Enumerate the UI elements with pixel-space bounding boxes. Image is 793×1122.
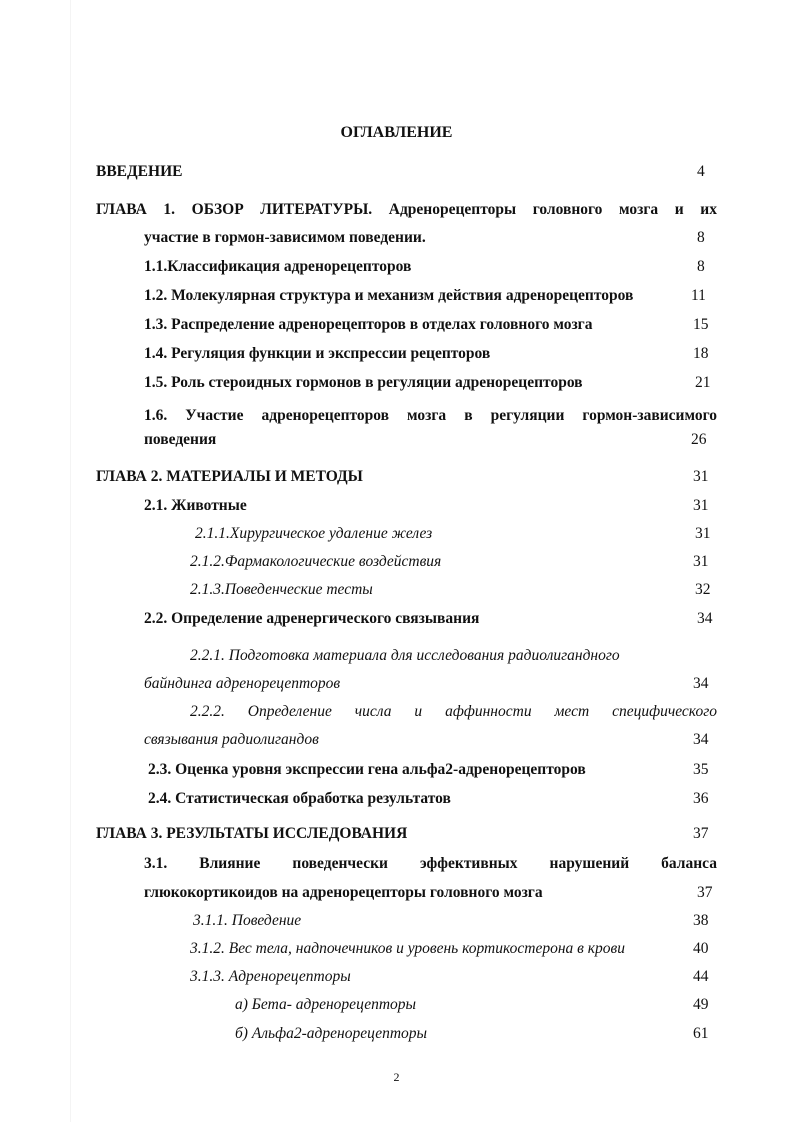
toc-page-2-2-1: 34: [693, 675, 709, 692]
toc-page-3-1-1: 38: [693, 912, 709, 929]
toc-page-1-3: 15: [693, 316, 709, 333]
toc-entry-3-1-line2: глюкокортикоидов на адренорецепторы головного мозга: [144, 884, 543, 901]
toc-entry-2-2-2-line1: 2.2.2. Определение числа и аффинности мест специфического: [190, 703, 717, 720]
toc-entry-intro: ВВЕДЕНИЕ: [96, 163, 183, 180]
toc-page-2-4: 36: [693, 790, 709, 807]
toc-page-1-4: 18: [693, 345, 709, 362]
page-edge-shadow: [70, 0, 71, 1122]
toc-entry-2-2-1-line2: байндинга адренорецепторов: [144, 675, 341, 692]
toc-entry-2-4: 2.4. Статистическая обработка результатов: [148, 790, 451, 807]
toc-page-1-1: 8: [697, 258, 705, 275]
toc-entry-ch1-line1: ГЛАВА 1. ОБЗОР ЛИТЕРАТУРЫ. Адренорецепторы головного мозга и их: [96, 201, 717, 218]
toc-entry-2-3: 2.3. Оценка уровня экспрессии гена альфа2-адренорецепторов: [148, 761, 586, 778]
toc-page-1-2: 11: [691, 287, 706, 304]
toc-entry-ch2: ГЛАВА 2. МАТЕРИАЛЫ И МЕТОДЫ: [96, 468, 363, 485]
toc-page-3-1-3: 44: [693, 968, 709, 985]
toc-page-ch2: 31: [693, 468, 709, 485]
toc-page-3-1-2: 40: [693, 940, 709, 957]
toc-page-2-1-2: 31: [693, 553, 709, 570]
toc-entry-3-1-2: 3.1.2. Вес тела, надпочечников и уровень кортикостерона в крови: [190, 940, 626, 957]
toc-page-intro: 4: [697, 163, 705, 180]
toc-entry-1-4: 1.4. Регуляция функции и экспрессии рецепторов: [144, 345, 491, 362]
toc-page-3-1-3-b: 61: [693, 1025, 709, 1042]
toc-entry-3-1-3-b: б) Альфа2-адренорецепторы: [235, 1025, 428, 1042]
toc-page-1-5: 21: [695, 374, 711, 391]
toc-entry-2-2-2-line2: связывания радиолигандов: [144, 731, 319, 748]
toc-page-2-1-1: 31: [695, 525, 711, 542]
toc-page-ch3: 37: [693, 825, 709, 842]
toc-entry-2-1-2: 2.1.2.Фармакологические воздействия: [190, 553, 442, 570]
toc-entry-1-2: 1.2. Молекулярная структура и механизм действия адренорецепторов: [144, 287, 634, 304]
toc-entry-1-1: 1.1.Классификация адренорецепторов: [144, 258, 412, 275]
toc-entry-1-3: 1.3. Распределение адренорецепторов в отделах головного мозга: [144, 316, 593, 333]
toc-entry-3-1-3-a: а) Бета- адренорецепторы: [235, 996, 417, 1013]
toc-entry-1-6-line2: поведения: [144, 431, 217, 448]
toc-page-2-2-2: 34: [693, 731, 709, 748]
toc-entry-3-1-line1: 3.1. Влияние поведенчески эффективных нарушений баланса: [144, 855, 717, 872]
toc-page-2-3: 35: [693, 761, 709, 778]
toc-entry-3-1-1: 3.1.1. Поведение: [193, 912, 302, 929]
toc-page-2-2: 34: [697, 610, 713, 627]
toc-entry-2-1-1: 2.1.1.Хирургическое удаление желез: [195, 525, 433, 542]
page-number: 2: [393, 1070, 400, 1084]
toc-page-2-1-3: 32: [695, 581, 711, 598]
toc-entry-2-2-1-line1: 2.2.1. Подготовка материала для исследования радиолигандного: [190, 647, 620, 664]
toc-page-3-1: 37: [697, 884, 713, 901]
toc-entry-2-2: 2.2. Определение адренергического связывания: [144, 610, 480, 627]
toc-entry-2-1-3: 2.1.3.Поведенческие тесты: [190, 581, 373, 598]
toc-entry-3-1-3: 3.1.3. Адренорецепторы: [190, 968, 351, 985]
toc-page-ch1: 8: [697, 229, 705, 246]
toc-entry-2-1: 2.1. Животные: [144, 497, 247, 514]
toc-entry-ch3: ГЛАВА 3. РЕЗУЛЬТАТЫ ИССЛЕДОВАНИЯ: [96, 825, 408, 842]
toc-page-1-6: 26: [691, 431, 707, 448]
toc-entry-1-6-line1: 1.6. Участие адренорецепторов мозга в регуляции гормон-зависимого: [144, 407, 717, 424]
toc-entry-1-5: 1.5. Роль стероидных гормонов в регуляции адренорецепторов: [144, 374, 583, 391]
toc-title: ОГЛАВЛЕНИЕ: [340, 124, 453, 141]
toc-page-3-1-3-a: 49: [693, 996, 709, 1013]
toc-entry-ch1-line2: участие в гормон-зависимом поведении.: [144, 229, 426, 246]
toc-page-2-1: 31: [693, 497, 709, 514]
